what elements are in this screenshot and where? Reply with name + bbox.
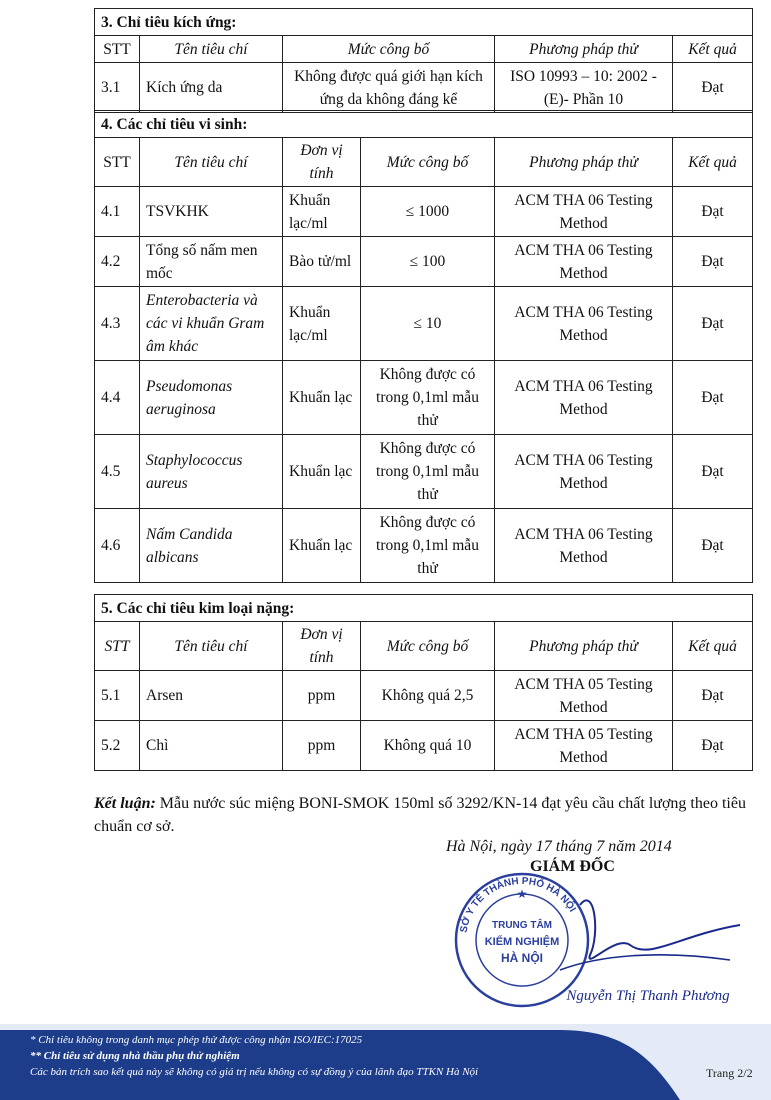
row-method: ACM THA 06 Testing Method: [495, 187, 673, 237]
row-unit: ppm: [283, 721, 361, 771]
row-method: ACM THA 06 Testing Method: [495, 509, 673, 583]
col-result: Kết quả: [673, 36, 753, 63]
row-name: Pseudomonas aeruginosa: [140, 361, 283, 435]
conclusion-label: Kết luận:: [94, 795, 156, 812]
microbiology-table: [94, 110, 753, 583]
table-row: [95, 509, 753, 583]
table-row: [95, 287, 753, 361]
table-row: [95, 187, 753, 237]
stamp-line-1: TRUNG TÂM: [492, 920, 552, 931]
row-result: Đạt: [673, 187, 753, 237]
table-row: [95, 361, 753, 435]
table-row: [95, 237, 753, 287]
row-method: ISO 10993 – 10: 2002 - (E)- Phần 10: [495, 63, 673, 113]
row-unit: ppm: [283, 671, 361, 721]
col-unit: Đơn vị tính: [283, 622, 361, 671]
table-row: [95, 435, 753, 509]
row-method: ACM THA 06 Testing Method: [495, 435, 673, 509]
col-level: Mức công bố: [361, 138, 495, 187]
section-4-title: 4. Các chỉ tiêu vi sinh:: [95, 111, 753, 138]
row-result: Đạt: [673, 361, 753, 435]
row-name: Arsen: [140, 671, 283, 721]
row-result: Đạt: [673, 435, 753, 509]
signature-name: Nguyễn Thị Thanh Phương: [566, 988, 730, 1004]
row-stt: 5.2: [95, 721, 140, 771]
row-level: Không quá 2,5: [361, 671, 495, 721]
row-stt: 5.1: [95, 671, 140, 721]
page-number: Trang 2/2: [706, 1066, 753, 1080]
row-result: Đạt: [673, 509, 753, 583]
row-name: Nấm Candida albicans: [140, 509, 283, 583]
row-stt: 4.6: [95, 509, 140, 583]
col-result: Kết quả: [673, 138, 753, 187]
row-unit: Khuẩn lạc: [283, 361, 361, 435]
row-unit: Khuẩn lạc/ml: [283, 187, 361, 237]
table-row: [95, 671, 753, 721]
footer-note-1: * Chỉ tiêu không trong danh mục phép thử được công nhận ISO/IEC:17025: [30, 1034, 363, 1046]
row-result: Đạt: [673, 671, 753, 721]
col-level: Mức công bố: [283, 36, 495, 63]
section-5-title: 5. Các chỉ tiêu kim loại nặng:: [95, 595, 753, 622]
row-stt: 4.2: [95, 237, 140, 287]
row-unit: Khuẩn lạc: [283, 435, 361, 509]
row-method: ACM THA 06 Testing Method: [495, 361, 673, 435]
row-name: Staphylococcus aureus: [140, 435, 283, 509]
stamp-line-2: KIỂM NGHIỆM: [484, 936, 560, 948]
row-result: Đạt: [673, 721, 753, 771]
row-result: Đạt: [673, 63, 753, 113]
heavy-metals-table: [94, 594, 753, 771]
row-name: TSVKHK: [140, 187, 283, 237]
col-stt: STT: [95, 36, 140, 63]
row-level: ≤ 10: [361, 287, 495, 361]
row-level: Không được có trong 0,1ml mẫu thử: [361, 361, 495, 435]
col-name: Tên tiêu chí: [140, 138, 283, 187]
irritation-table: [94, 8, 753, 113]
row-unit: Khuẩn lạc: [283, 509, 361, 583]
row-stt: 4.3: [95, 287, 140, 361]
row-stt: 3.1: [95, 63, 140, 113]
col-level: Mức công bố: [361, 622, 495, 671]
row-name: Kích ứng da: [140, 63, 283, 113]
row-method: ACM THA 05 Testing Method: [495, 721, 673, 771]
col-unit: Đơn vị tính: [283, 138, 361, 187]
stamp-star-icon: ★: [516, 887, 528, 901]
col-name: Tên tiêu chí: [140, 36, 283, 63]
col-stt: STT: [95, 138, 140, 187]
table-row: [95, 63, 753, 113]
row-level: ≤ 100: [361, 237, 495, 287]
row-method: ACM THA 06 Testing Method: [495, 287, 673, 361]
col-name: Tên tiêu chí: [140, 622, 283, 671]
row-method: ACM THA 05 Testing Method: [495, 671, 673, 721]
row-level: Không được có trong 0,1ml mẫu thử: [361, 509, 495, 583]
row-stt: 4.4: [95, 361, 140, 435]
stamp-ring-text: SỞ Y TẾ THÀNH PHỐ HÀ NỘI: [458, 875, 578, 934]
col-result: Kết quả: [673, 622, 753, 671]
footer-note-2: ** Chỉ tiêu sử dụng nhà thầu phụ thử nghiệm: [30, 1050, 240, 1062]
row-unit: Bào tử/ml: [283, 237, 361, 287]
director-title: GIÁM ĐỐC: [530, 858, 615, 875]
table-row: [95, 721, 753, 771]
conclusion-text: Mẫu nước súc miệng BONI-SMOK 150ml số 3292/KN-14 đạt yêu cầu chất lượng theo tiêu chuẩn cơ sở.: [94, 795, 746, 835]
row-level: Không quá 10: [361, 721, 495, 771]
footer-note-3: Các bản trích sao kết quả này sẽ không có giá trị nếu không có sự đồng ý của lãnh đạo TTKN Hà Nội: [30, 1066, 479, 1078]
row-result: Đạt: [673, 287, 753, 361]
row-name: Enterobacteria và các vi khuẩn Gram âm khác: [140, 287, 283, 361]
stamp-line-3: HÀ NỘI: [501, 951, 543, 965]
col-method: Phương pháp thử: [495, 138, 673, 187]
row-level: Không được quá giới hạn kích ứng da không đáng kể: [283, 63, 495, 113]
row-name: Tổng số nấm men mốc: [140, 237, 283, 287]
date-line: Hà Nội, ngày 17 tháng 7 năm 2014: [446, 838, 672, 855]
director-signature: [540, 875, 750, 1015]
row-stt: 4.5: [95, 435, 140, 509]
row-level: ≤ 1000: [361, 187, 495, 237]
row-stt: 4.1: [95, 187, 140, 237]
col-method: Phương pháp thử: [495, 622, 673, 671]
row-result: Đạt: [673, 237, 753, 287]
col-stt: STT: [95, 622, 140, 671]
row-unit: Khuẩn lạc/ml: [283, 287, 361, 361]
conclusion: [94, 792, 754, 838]
row-method: ACM THA 06 Testing Method: [495, 237, 673, 287]
col-method: Phương pháp thử: [495, 36, 673, 63]
row-level: Không được có trong 0,1ml mẫu thử: [361, 435, 495, 509]
section-3-title: 3. Chỉ tiêu kích ứng:: [95, 9, 753, 36]
row-name: Chì: [140, 721, 283, 771]
